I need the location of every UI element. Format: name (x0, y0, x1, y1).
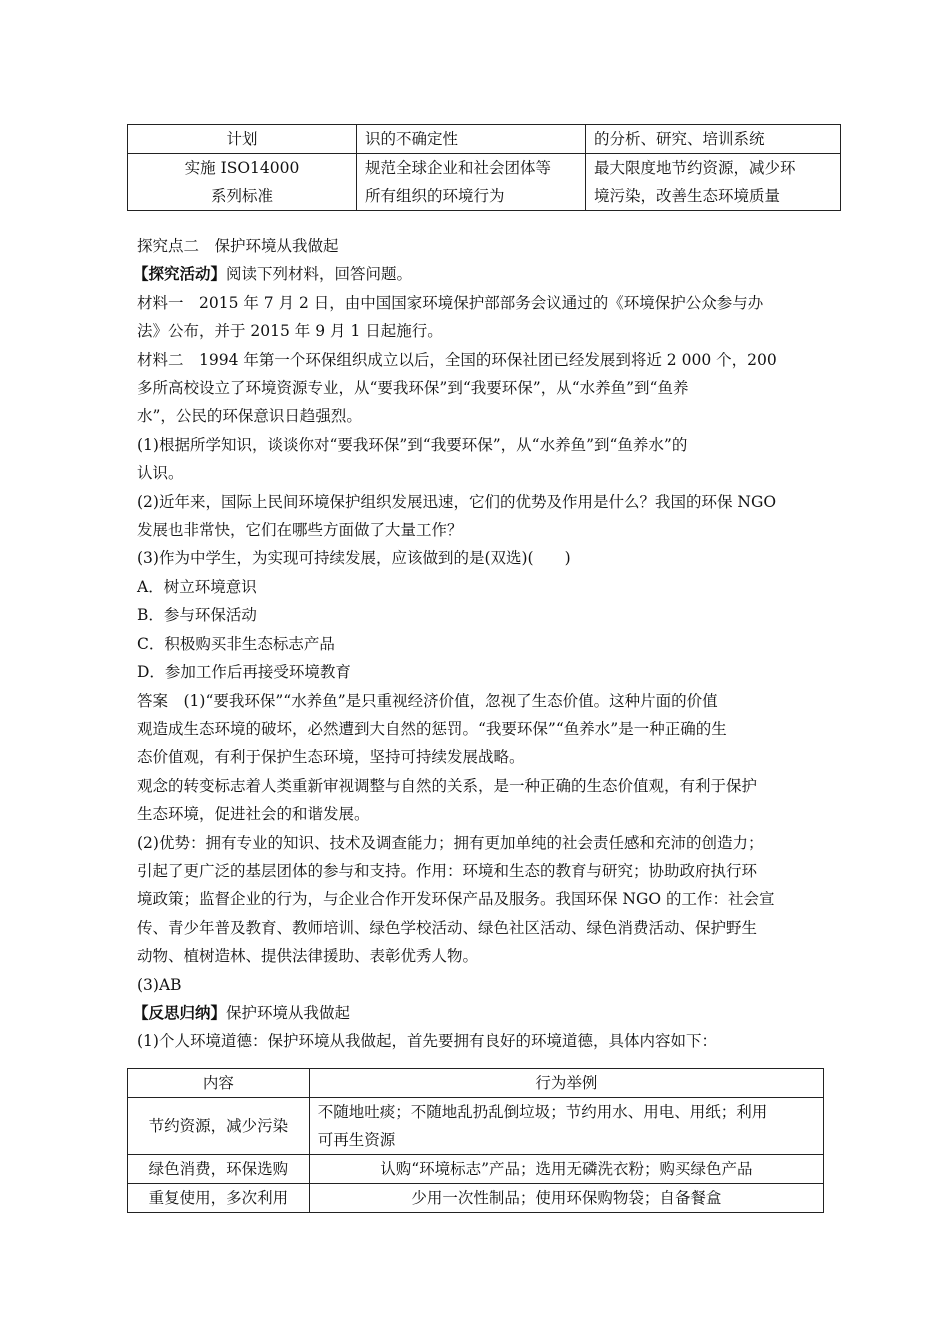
reflect-line (133, 999, 817, 1027)
table-row (128, 125, 841, 154)
material1-line: 材料一 2015 年 7 月 2 日，由中国国家环境保护部部务会议通过的《环境保护公众参与办 (137, 293, 764, 312)
question2-line: 发展也非常快，它们在哪些方面做了大量工作？ (137, 521, 463, 540)
table-cell: 少用一次性制品；使用环保购物袋；自备餐盒 (309, 1184, 823, 1213)
option-d: D．参加工作后再接受环境教育 (137, 663, 351, 682)
material1-line: 法》公布，并于 2015 年 9 月 1 日起施行。 (137, 322, 443, 341)
answer1b-line: 观念的转变标志着人类重新审视调整与自然的关系，是一种正确的生态价值观，有利于保护 (137, 776, 758, 795)
option-c: C．积极购买非生态标志产品 (137, 634, 335, 653)
table-row (128, 1155, 824, 1184)
table-cell: 绿色消费，环保选购 (128, 1155, 310, 1184)
question1-line: 认识。 (137, 464, 184, 483)
activity-label: 【探究活动】 (133, 264, 227, 284)
table-cell: 节约资源，减少污染 (128, 1098, 310, 1155)
option-b: B．参与环保活动 (137, 606, 257, 625)
answer2-line: 传、青少年普及教育、教师培训、绿色学校活动、绿色社区活动、绿色消费活动、保护野生 (137, 918, 758, 937)
table-header-row (128, 1069, 824, 1098)
activity-text: 阅读下列材料，回答问题。 (226, 265, 413, 284)
table-row (128, 154, 841, 211)
table-cell: 不随地吐痰；不随地乱扔乱倒垃圾；节约用水、用电、用纸；利用 可再生资源 (309, 1098, 823, 1155)
question2-line: (2)近年来，国际上民间环境保护组织发展迅速，它们的优势及作用是什么？我国的环保 NGO (137, 492, 777, 511)
table-header-cell: 内容 (128, 1069, 310, 1098)
activity-line (133, 260, 817, 288)
answer1-line: 态价值观，有利于保护生态环境，坚持可持续发展战略。 (137, 748, 525, 767)
answer1-line: 观造成生态环境的破坏，必然遭到大自然的惩罚。“我要环保”“鱼养水”是一种正确的生 (137, 719, 727, 738)
table-row (128, 1098, 824, 1155)
reflect-text: 保护环境从我做起 (226, 1003, 351, 1022)
material2-line: 材料二 1994 年第一个环保组织成立以后，全国的环保社团已经发展到将近 2 000 个，200 (137, 350, 777, 369)
reflect-label: 【反思归纳】 (133, 1002, 227, 1022)
table-cell: 计划 (128, 125, 357, 154)
material2-line: 多所高校设立了环境资源专业，从“要我环保”到“我要环保”，从“水养鱼”到“鱼养 (137, 379, 689, 398)
table-row (128, 1184, 824, 1213)
answer2-line: (2)优势：拥有专业的知识、技术及调查能力；拥有更加单纯的社会责任感和充沛的创造力； (137, 833, 764, 852)
table-cell: 规范全球企业和社会团体等 所有组织的环境行为 (357, 154, 586, 211)
table-cell: 重复使用，多次利用 (128, 1184, 310, 1213)
answer2-line: 引起了更广泛的基层团体的参与和支持。作用：环境和生态的教育与研究；协助政府执行环 (137, 861, 758, 880)
section-title: 探究点二 保护环境从我做起 (137, 237, 339, 255)
answer3: (3)AB (137, 975, 182, 994)
table-header-cell: 行为举例 (309, 1069, 823, 1098)
table-cell: 最大限度地节约资源，减少环 境污染，改善生态环境质量 (586, 154, 841, 211)
answer2-line: 动物、植树造林、提供法律援助、表彰优秀人物。 (137, 947, 479, 966)
table-cell: 识的不确定性 (357, 125, 586, 154)
table-cell: 的分析、研究、培训系统 (586, 125, 841, 154)
question1-line: (1)根据所学知识，谈谈你对“要我环保”到“我要环保”，从“水养鱼”到“鱼养水”的 (137, 435, 688, 454)
reflect-item1: (1)个人环境道德：保护环境从我做起，首先要拥有良好的环境道德，具体内容如下： (137, 1032, 717, 1051)
option-a: A．树立环境意识 (137, 577, 257, 596)
top-table (127, 124, 841, 211)
table-cell: 实施 ISO14000 系列标准 (128, 154, 357, 211)
material2-line: 水”，公民的环保意识日趋强烈。 (137, 407, 362, 426)
bottom-table (127, 1068, 824, 1213)
answer1-line: 答案 (1)“要我环保”“水养鱼”是只重视经济价值，忽视了生态价值。这种片面的价值 (137, 691, 718, 710)
main-text (133, 232, 817, 1056)
answer1b-line: 生态环境，促进社会的和谐发展。 (137, 805, 370, 824)
question3: (3)作为中学生，为实现可持续发展，应该做到的是(双选)( ) (137, 549, 571, 568)
table-cell: 认购“环境标志”产品；选用无磷洗衣粉；购买绿色产品 (309, 1155, 823, 1184)
answer2-line: 境政策；监督企业的行为，与企业合作开发环保产品及服务。我国环保 NGO 的工作：社会宣 (137, 890, 775, 909)
